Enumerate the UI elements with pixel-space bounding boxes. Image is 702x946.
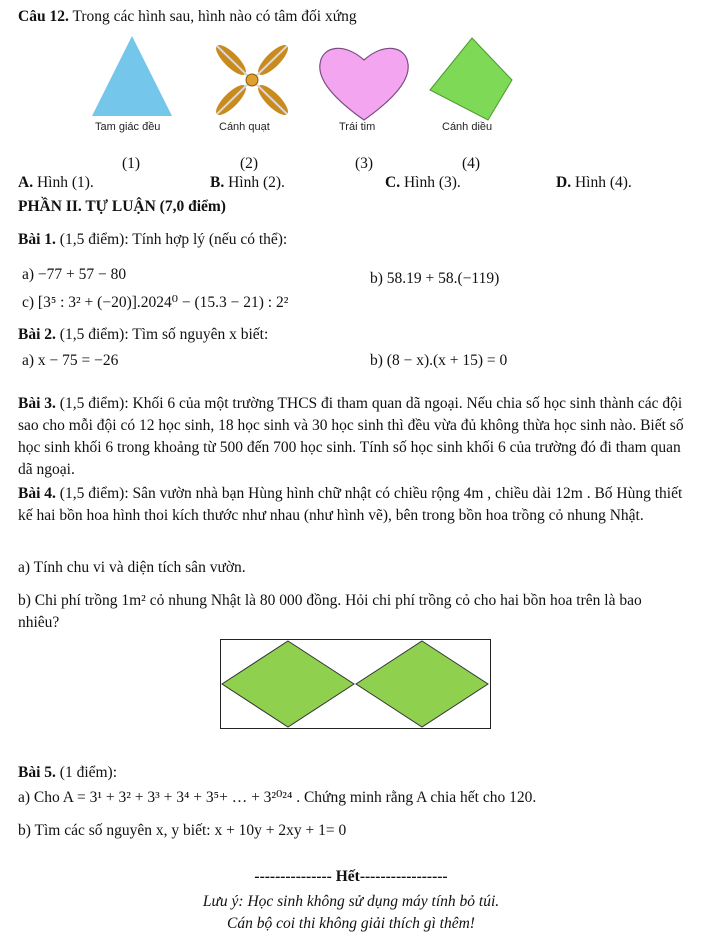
fan-icon <box>212 41 292 119</box>
figure-number-3: (3) <box>355 155 374 172</box>
option-d: D. Hình (4). <box>556 174 632 191</box>
bai4-b: b) Chi phí trồng 1m² cỏ nhung Nhật là 80 000 đồng. Hỏi chi phí trồng cỏ cho hai bồn hoa trên là bao nhiêu? <box>18 592 642 631</box>
option-a: A. Hình (1). <box>18 174 94 191</box>
bai1-a: a) −77 + 57 − 80 <box>22 266 127 283</box>
end-line: --------------- Hết----------------- <box>254 868 448 885</box>
bai1-heading: Bài 1. (1,5 điểm): Tính hợp lý (nếu có thể): <box>18 231 288 248</box>
part2-title: PHẦN II. TỰ LUẬN (7,0 điểm) <box>18 198 226 215</box>
caption-2: Cánh quạt <box>219 121 270 133</box>
heart-icon <box>320 48 408 120</box>
bai5-b: b) Tìm các số nguyên x, y biết: x + 10y + 2xy + 1= 0 <box>18 822 347 839</box>
figure-number-4: (4) <box>462 155 481 172</box>
bai1-b: b) 58.19 + 58.(−119) <box>370 270 500 287</box>
figure-number-1: (1) <box>122 155 141 172</box>
bai5-a: a) Cho A = 3¹ + 3² + 3³ + 3⁴ + 3⁵+ … + 3²⁰²⁴ . Chứng minh rằng A chia hết cho 120. <box>18 789 537 806</box>
caption-4: Cánh diều <box>442 121 493 133</box>
q12-text: Trong các hình sau, hình nào có tâm đối xứng <box>72 8 357 25</box>
bai5-heading: Bài 5. (1 điểm): <box>18 764 118 781</box>
bai2-b: b) (8 − x).(x + 15) = 0 <box>370 352 508 369</box>
caption-1: Tam giác đều <box>95 121 161 133</box>
bai2-a: a) x − 75 = −26 <box>22 352 119 369</box>
bai3-paragraph: Bài 3. (1,5 điểm): Khối 6 của một trường THCS đi tham quan dã ngoại. Nếu chia số học sinh thành các đội sao cho mỗi đội có 12 học sinh, 18 học sinh và 30 học sinh thì đều vừa đủ không thừa học sinh nào. Biết số học sinh khối 6 trong khoảng từ 500 đến 700 học sinh. Tính số học sinh khối 6 của trường đó đi tham quan dã ngoại. <box>18 395 684 478</box>
option-b: B. Hình (2). <box>210 174 285 191</box>
option-c: C. Hình (3). <box>385 174 461 191</box>
bai2-heading: Bài 2. (1,5 điểm): Tìm số nguyên x biết: <box>18 326 269 343</box>
bai4-paragraph: Bài 4. (1,5 điểm): Sân vườn nhà bạn Hùng hình chữ nhật có chiều rộng 4m , chiều dài 12m . Bố Hùng thiết kế hai bồn hoa hình thoi kích thước như nhau (như hình vẽ), bên trong bồn hoa trồng cỏ nhung Nhật. <box>18 485 683 524</box>
caption-3: Trái tim <box>339 121 376 133</box>
bai1-c: c) [3⁵ : 3² + (−20)].2024⁰ − (15.3 − 21) : 2² <box>22 294 289 311</box>
q12-heading <box>18 8 357 26</box>
bai4-a: a) Tính chu vi và diện tích sân vườn. <box>18 559 246 576</box>
triangle-icon <box>92 36 172 116</box>
footer-note-1: Lưu ý: Học sinh không sử dụng máy tính bỏ túi. <box>202 893 500 910</box>
q12-figures <box>0 30 702 130</box>
footer-note-2: Cán bộ coi thi không giải thích gì thêm! <box>227 915 475 932</box>
q12-label: Câu 12. <box>18 8 69 25</box>
garden-figure <box>220 639 492 730</box>
figure-number-2: (2) <box>240 155 259 172</box>
kite-icon <box>430 38 512 120</box>
